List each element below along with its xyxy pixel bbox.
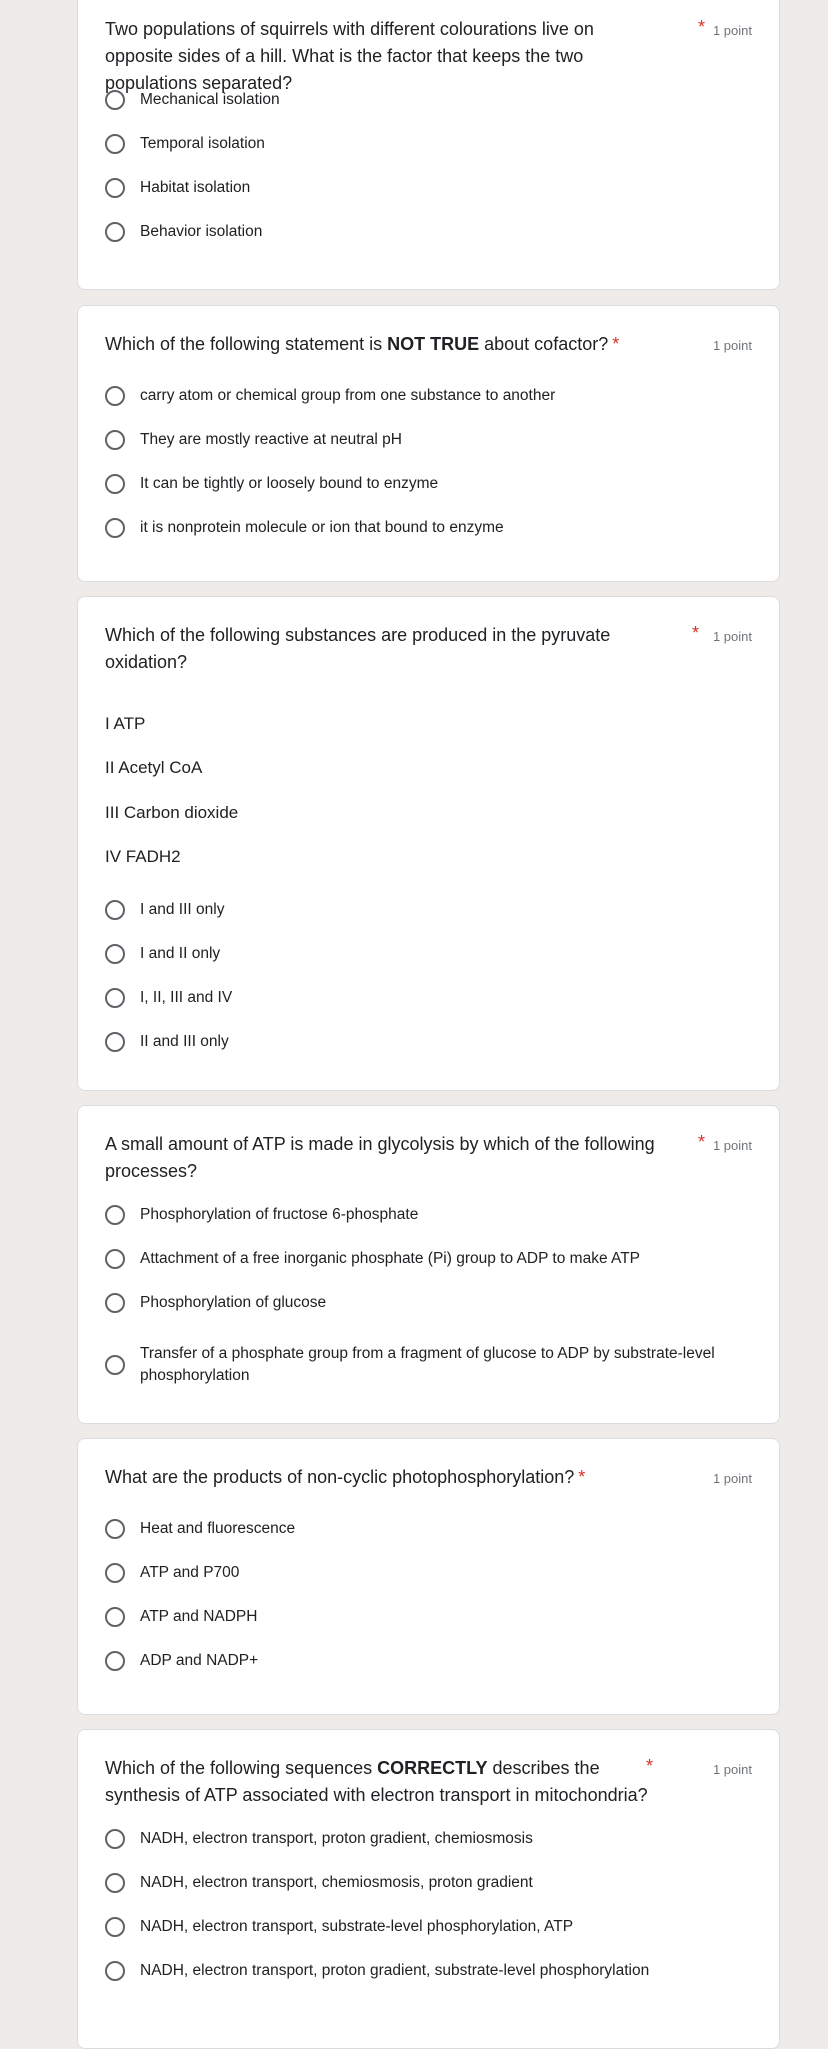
- question-card: [77, 305, 780, 582]
- question-text-part: What are the products of non-cyclic photophosphorylation?: [105, 1467, 575, 1487]
- option-label: NADH, electron transport, substrate-level phosphorylation, ATP: [140, 1918, 574, 1935]
- question-card: [77, 0, 780, 290]
- question-text-part: Which of the following sequences: [105, 1758, 378, 1778]
- question-text: A small amount of ATP is made in glycolysis by which of the following processes?: [105, 1134, 655, 1181]
- question-points: 1 point: [712, 338, 752, 353]
- option-label: It can be tightly or loosely bound to enzyme: [140, 475, 439, 492]
- radio-button-icon[interactable]: [105, 1355, 125, 1375]
- radio-option[interactable]: [105, 517, 504, 539]
- question-text: [105, 1755, 665, 1809]
- radio-button-icon[interactable]: [105, 1032, 125, 1052]
- option-label: NADH, electron transport, proton gradient, substrate-level phosphorylation: [140, 1962, 650, 1979]
- question-text-part: describes the synthesis of ATP associated with electron transport in mitochondria?: [105, 1758, 648, 1805]
- radio-option[interactable]: [105, 1606, 257, 1628]
- radio-button-icon[interactable]: [105, 474, 125, 494]
- radio-option[interactable]: [105, 89, 280, 111]
- option-label: Attachment of a free inorganic phosphate (Pi) group to ADP to make ATP: [140, 1250, 641, 1267]
- option-label: NADH, electron transport, chemiosmosis, proton gradient: [140, 1874, 533, 1891]
- option-label: Phosphorylation of glucose: [140, 1294, 327, 1311]
- option-label: I, II, III and IV: [140, 989, 233, 1006]
- option-label: Phosphorylation of fructose 6-phosphate: [140, 1206, 419, 1223]
- radio-option[interactable]: [105, 473, 438, 495]
- question-text: [105, 331, 695, 358]
- radio-button-icon[interactable]: [105, 988, 125, 1008]
- question-text: [105, 1464, 695, 1491]
- question-points: 1 point: [712, 1471, 752, 1486]
- question-text-part: about cofactor?: [479, 334, 609, 354]
- radio-option[interactable]: [105, 1248, 640, 1270]
- question-card: [77, 596, 780, 1091]
- question-text-part: Which of the following statement is: [105, 334, 388, 354]
- option-label: They are mostly reactive at neutral pH: [140, 431, 402, 448]
- radio-option[interactable]: [105, 1518, 295, 1540]
- radio-option[interactable]: [105, 1204, 418, 1226]
- option-label: Temporal isolation: [140, 135, 265, 152]
- option-label: Mechanical isolation: [140, 91, 280, 108]
- radio-option[interactable]: [105, 1292, 326, 1314]
- radio-option[interactable]: [105, 943, 220, 965]
- option-label: Heat and fluorescence: [140, 1520, 296, 1537]
- radio-button-icon[interactable]: [105, 900, 125, 920]
- radio-button-icon[interactable]: [105, 518, 125, 538]
- radio-option[interactable]: [105, 221, 262, 243]
- question-card: [77, 1729, 780, 2049]
- question-points: 1 point: [712, 23, 752, 38]
- required-asterisk: *: [692, 623, 700, 643]
- option-label: Behavior isolation: [140, 223, 263, 240]
- radio-option[interactable]: [105, 429, 402, 451]
- question-card: [77, 1105, 780, 1424]
- radio-button-icon[interactable]: [105, 178, 125, 198]
- radio-button-icon[interactable]: [105, 1829, 125, 1849]
- statement-text: II Acetyl CoA: [105, 758, 203, 777]
- radio-option[interactable]: [105, 987, 232, 1009]
- radio-button-icon[interactable]: [105, 1607, 125, 1627]
- radio-option[interactable]: [105, 385, 555, 407]
- radio-button-icon[interactable]: [105, 222, 125, 242]
- radio-button-icon[interactable]: [105, 1651, 125, 1671]
- required-asterisk: *: [612, 334, 620, 354]
- question-points: 1 point: [712, 1138, 752, 1153]
- option-label: I and III only: [140, 901, 225, 918]
- required-asterisk: *: [646, 1756, 654, 1776]
- radio-option[interactable]: [105, 1916, 573, 1938]
- radio-option[interactable]: [105, 177, 250, 199]
- question-text: Which of the following substances are produced in the pyruvate oxidation?: [105, 625, 611, 672]
- radio-option[interactable]: [105, 1343, 750, 1387]
- option-label: ADP and NADP+: [140, 1652, 259, 1669]
- radio-option[interactable]: [105, 1031, 229, 1053]
- radio-option[interactable]: [105, 1872, 533, 1894]
- question-text: Two populations of squirrels with different colourations live on opposite sides of a hill. What is the factor that keeps the two populations separated?: [105, 19, 594, 93]
- question-text-emphasis: NOT TRUE: [387, 334, 480, 354]
- question-text-emphasis: CORRECTLY: [377, 1758, 488, 1778]
- radio-option[interactable]: [105, 1828, 533, 1850]
- option-label: Habitat isolation: [140, 179, 251, 196]
- radio-button-icon[interactable]: [105, 134, 125, 154]
- radio-button-icon[interactable]: [105, 1293, 125, 1313]
- radio-option[interactable]: [105, 1650, 258, 1672]
- option-label: II and III only: [140, 1033, 229, 1050]
- option-label: Transfer of a phosphate group from a fragment of glucose to ADP by substrate-level phosphorylation: [140, 1345, 715, 1384]
- option-label: it is nonprotein molecule or ion that bound to enzyme: [140, 519, 504, 536]
- option-label: ATP and NADPH: [140, 1608, 258, 1625]
- statement-text: IV FADH2: [105, 847, 181, 866]
- radio-button-icon[interactable]: [105, 1249, 125, 1269]
- radio-button-icon[interactable]: [105, 90, 125, 110]
- statement-text: III Carbon dioxide: [105, 803, 239, 822]
- option-label: I and II only: [140, 945, 221, 962]
- radio-button-icon[interactable]: [105, 1917, 125, 1937]
- statement-text: I ATP: [105, 714, 146, 733]
- radio-option[interactable]: [105, 1960, 649, 1982]
- option-label: NADH, electron transport, proton gradient, chemiosmosis: [140, 1830, 533, 1847]
- question-card: [77, 1438, 780, 1715]
- radio-button-icon[interactable]: [105, 1519, 125, 1539]
- radio-option[interactable]: [105, 1562, 239, 1584]
- radio-button-icon[interactable]: [105, 430, 125, 450]
- radio-button-icon[interactable]: [105, 1205, 125, 1225]
- radio-button-icon[interactable]: [105, 1563, 125, 1583]
- option-label: ATP and P700: [140, 1564, 240, 1581]
- radio-button-icon[interactable]: [105, 1961, 125, 1981]
- radio-button-icon[interactable]: [105, 944, 125, 964]
- radio-option[interactable]: [105, 133, 265, 155]
- radio-button-icon[interactable]: [105, 386, 125, 406]
- radio-option[interactable]: [105, 899, 224, 921]
- radio-button-icon[interactable]: [105, 1873, 125, 1893]
- question-points: 1 point: [712, 629, 752, 644]
- required-asterisk: *: [578, 1467, 586, 1487]
- required-asterisk: *: [698, 1132, 706, 1152]
- required-asterisk: *: [698, 17, 706, 37]
- question-points: 1 point: [712, 1762, 752, 1777]
- option-label: carry atom or chemical group from one substance to another: [140, 387, 556, 404]
